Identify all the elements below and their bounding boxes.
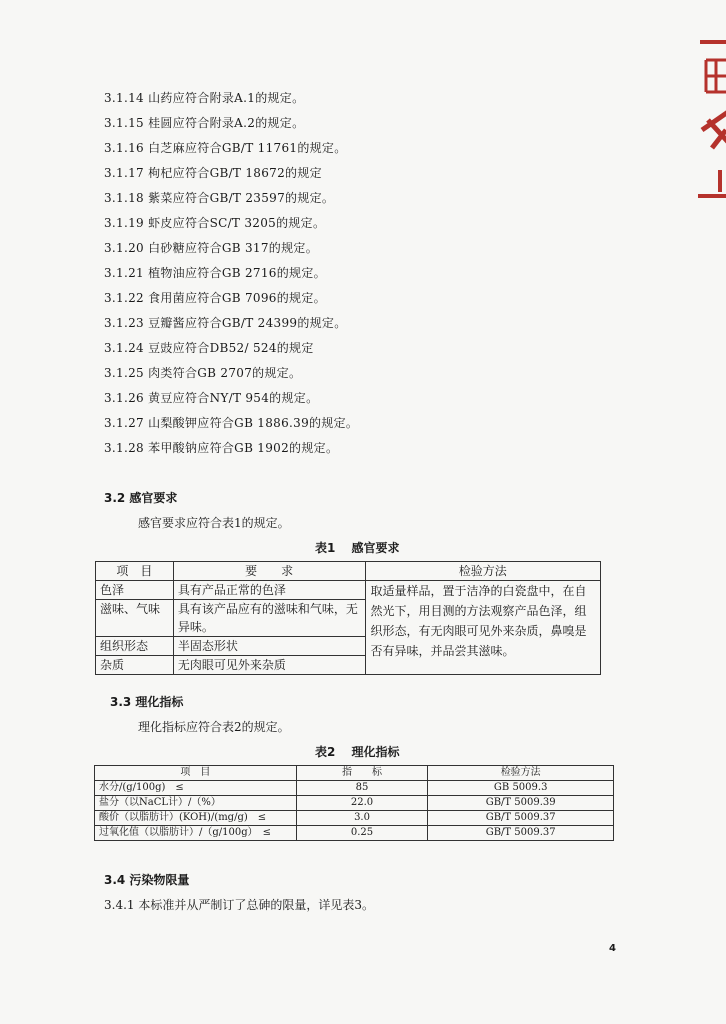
table1-cell-item: 滋味、气味: [96, 600, 174, 637]
table1-cell-req: 具有产品正常的色泽: [173, 581, 365, 600]
table1-cell-req: 具有该产品应有的滋味和气味，无异味。: [173, 600, 365, 637]
clause-3-1-19: 3.1.19 虾皮应符合SC/T 3205的规定。: [104, 216, 326, 230]
table2-header-value: 指 标: [296, 766, 428, 781]
table-row: [95, 811, 614, 826]
table1-header-method: 检验方法: [365, 562, 601, 581]
table2-cell-value: 85: [296, 781, 428, 796]
table1-cell-item: 杂质: [96, 656, 174, 675]
table1-cell-method: 取适量样品，置于洁净的白瓷盘中，在自然光下，用目测的方法观察产品色泽，组织形态，有无肉眼可见外来杂质，鼻嗅是否有异味，并品尝其滋味。: [365, 581, 601, 675]
clause-3-1-28: 3.1.28 苯甲酸钠应符合GB 1902的规定。: [104, 441, 339, 455]
clause-3-1-17: 3.1.17 枸杞应符合GB/T 18672的规定: [104, 166, 322, 180]
clause-3-1-23: 3.1.23 豆瓣酱应符合GB/T 24399的规定。: [104, 316, 347, 330]
clause-3-1-20: 3.1.20 白砂糖应符合GB 317的规定。: [104, 241, 319, 255]
table2-cell-method: GB/T 5009.39: [428, 796, 614, 811]
clause-3-4-1: 3.4.1 本标准并从严制订了总砷的限量，详见表3。: [104, 898, 374, 912]
clause-3-1-16: 3.1.16 白芝麻应符合GB/T 11761的规定。: [104, 141, 347, 155]
table2-cell-item: 盐分（以NaCL计）/（%）: [95, 796, 297, 811]
table2-cell-item: 水分/(g/100g) ≤: [95, 781, 297, 796]
table2-cell-method: GB 5009.3: [428, 781, 614, 796]
clause-3-1-21: 3.1.21 植物油应符合GB 2716的规定。: [104, 266, 326, 280]
table-row: [95, 796, 614, 811]
table2-cell-method: GB/T 5009.37: [428, 826, 614, 841]
red-seal-stamp-icon: [690, 30, 726, 210]
table2-cell-value: 22.0: [296, 796, 428, 811]
table2-cell-item: 过氧化值（以脂肪计）/（g/100g） ≤: [95, 826, 297, 841]
table1-cell-item: 色泽: [96, 581, 174, 600]
clause-3-1-25: 3.1.25 肉类符合GB 2707的规定。: [104, 366, 302, 380]
clause-3-1-26: 3.1.26 黄豆应符合NY/T 954的规定。: [104, 391, 319, 405]
table2-physicochemical: [94, 765, 614, 841]
table1-header-item: 项 目: [96, 562, 174, 581]
table-row: [95, 826, 614, 841]
table2-header-item: 项 目: [95, 766, 297, 781]
table1-sensory: [95, 561, 601, 675]
page-number: 4: [609, 943, 616, 954]
section-heading-3-4: 3.4 污染物限量: [104, 873, 190, 887]
section-3-3-intro: 理化指标应符合表2的规定。: [138, 720, 290, 734]
table2-cell-value: 3.0: [296, 811, 428, 826]
table1-cell-item: 组织形态: [96, 637, 174, 656]
table2-caption: 表2 理化指标: [315, 745, 400, 759]
table2-cell-value: 0.25: [296, 826, 428, 841]
section-3-2-intro: 感官要求应符合表1的规定。: [138, 516, 290, 530]
table-row: [96, 581, 601, 600]
table1-header-req: 要 求: [173, 562, 365, 581]
section-heading-3-3: 3.3 理化指标: [110, 695, 184, 709]
table1-cell-req: 半固态形状: [173, 637, 365, 656]
table-row: [95, 766, 614, 781]
clause-3-1-18: 3.1.18 紫菜应符合GB/T 23597的规定。: [104, 191, 335, 205]
clause-3-1-14: 3.1.14 山药应符合附录A.1的规定。: [104, 91, 305, 105]
clause-3-1-15: 3.1.15 桂圆应符合附录A.2的规定。: [104, 116, 305, 130]
table1-cell-req: 无肉眼可见外来杂质: [173, 656, 365, 675]
table-row: [95, 781, 614, 796]
table-row: [96, 562, 601, 581]
table2-cell-method: GB/T 5009.37: [428, 811, 614, 826]
clause-3-1-22: 3.1.22 食用菌应符合GB 7096的规定。: [104, 291, 326, 305]
table2-header-method: 检验方法: [428, 766, 614, 781]
table1-caption: 表1 感官要求: [315, 541, 400, 555]
section-heading-3-2: 3.2 感官要求: [104, 491, 178, 505]
table2-cell-item: 酸价（以脂肪计）(KOH)/(mg/g) ≤: [95, 811, 297, 826]
clause-3-1-24: 3.1.24 豆豉应符合DB52/ 524的规定: [104, 341, 314, 355]
clause-3-1-27: 3.1.27 山梨酸钾应符合GB 1886.39的规定。: [104, 416, 359, 430]
